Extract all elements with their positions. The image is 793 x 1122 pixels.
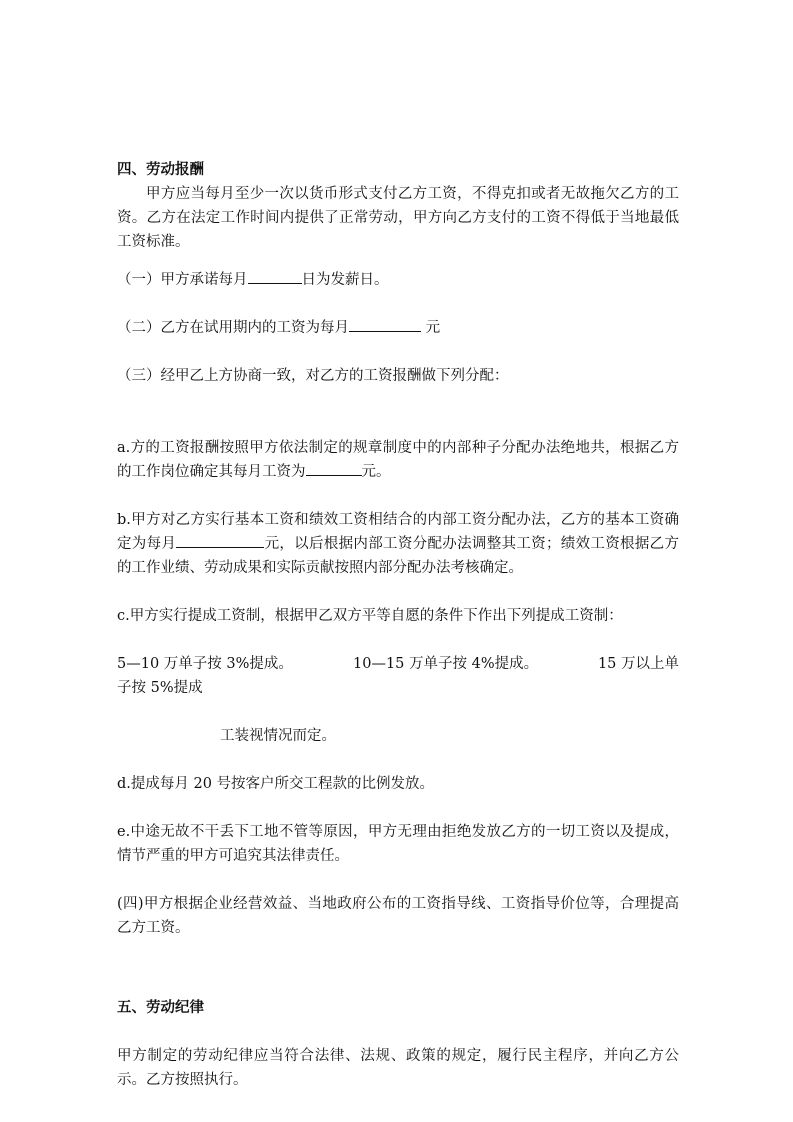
wage-increase-clause: (四)甲方根据企业经营效益、当地政府公布的工资指导线、工资指导价位等，合理提高乙方工资。 bbox=[117, 896, 679, 936]
payday-blank bbox=[248, 268, 302, 284]
clause-a-suffix: 元。 bbox=[361, 464, 391, 480]
probation-wage-clause bbox=[117, 316, 679, 340]
clause-c: c.甲方实行提成工资制，根据甲乙双方平等自愿的条件下作出下列提成工资制： bbox=[117, 608, 623, 624]
section-heading-labor-remuneration: 四、劳动报酬 bbox=[117, 162, 204, 178]
clause-e: e.中途无故不干丢下工地不管等原因，甲方无理由拒绝发放乙方的一切工资以及提成，情节严重的甲方可追究其法律责任。 bbox=[117, 824, 679, 864]
clause-d: d.提成每月 20 号按客户所交工程款的比例发放。 bbox=[117, 776, 435, 792]
probation-wage-blank bbox=[349, 316, 421, 332]
payday-clause-suffix: 日为发薪日。 bbox=[301, 272, 389, 288]
payday-clause bbox=[117, 268, 679, 292]
probation-wage-text: （二）乙方在试用期内的工资为每月 bbox=[117, 320, 349, 336]
distribution-clause: （三）经甲乙上方协商一致，对乙方的工资报酬做下列分配： bbox=[117, 368, 509, 384]
labor-discipline-paragraph: 甲方制定的劳动纪律应当符合法律、法规、政策的规定，履行民主程序，并向乙方公示。乙方按照执行。 bbox=[117, 1048, 679, 1088]
probation-wage-suffix: 元 bbox=[421, 320, 441, 336]
clause-a-text: a.方的工资报酬按照甲方依法制定的规章制度中的内部种子分配办法绝地共，根据乙方的工作岗位确定其每月工资为 bbox=[117, 440, 679, 480]
remuneration-intro-paragraph: 甲方应当每月至少一次以货币形式支付乙方工资，不得克扣或者无故拖欠乙方的工资。乙方在法定工作时间内提供了正常劳动，甲方向乙方支付的工资不得低于当地最低工资标准。 bbox=[117, 186, 679, 250]
document-page bbox=[117, 158, 679, 1092]
uniform-note: 工装视情况而定。 bbox=[220, 728, 336, 744]
commission-tier-1: 5—10 万单子按 3%提成。 bbox=[117, 656, 293, 672]
clause-a-blank bbox=[306, 460, 362, 476]
clause-b-blank bbox=[176, 532, 264, 548]
commission-tier-3: 15 万以上单 bbox=[597, 656, 679, 672]
clause-b-suffix: 元，以后根据内部工资分配办法调整其工资；绩效工资根据乙方的工作业绩、劳动成果和实际贡献按照内部分配办法考核确定。 bbox=[117, 536, 679, 576]
section-heading-labor-discipline: 五、劳动纪律 bbox=[117, 1000, 204, 1016]
commission-tiers bbox=[117, 652, 679, 676]
payday-clause-text: （一）甲方承诺每月 bbox=[117, 272, 248, 288]
clause-b-text: b.甲方对乙方实行基本工资和绩效工资相结合的内部工资分配办法，乙方的基本工资确定为每月 bbox=[117, 512, 679, 552]
commission-tier-3-continued: 子按 5%提成 bbox=[117, 680, 203, 696]
clause-b bbox=[117, 508, 679, 580]
clause-a bbox=[117, 436, 679, 484]
commission-tier-2: 10—15 万单子按 4%提成。 bbox=[353, 656, 539, 672]
